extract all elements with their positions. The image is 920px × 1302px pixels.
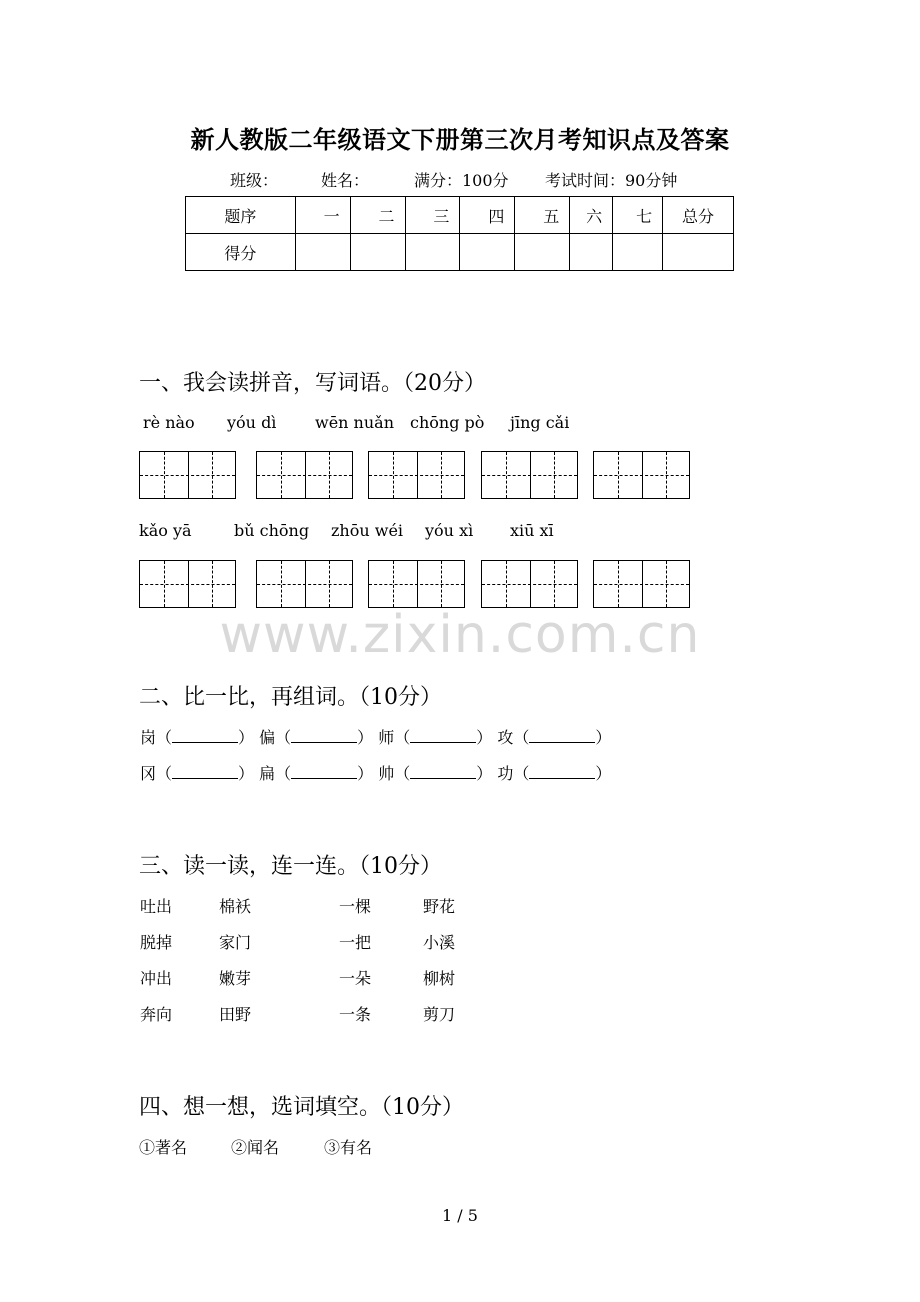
score-table-header-cell: 四 <box>460 197 515 234</box>
pinyin-label: jīng cǎi <box>510 413 570 432</box>
match-item-left[interactable]: 脱掉 <box>140 933 173 952</box>
score-table <box>185 196 734 271</box>
match-item-left[interactable]: 一条 <box>339 1005 372 1024</box>
section3-heading: 三、读一读，连一连。（10分） <box>139 854 442 879</box>
compare-row: 冈（ ） 扁（ ） 帅（ ） 功（ ） <box>140 764 612 783</box>
score-table-header-cell: 总分 <box>663 197 734 234</box>
writing-grid[interactable] <box>368 451 465 499</box>
section4-heading: 四、想一想，选词填空。（10分） <box>139 1095 464 1120</box>
answer-blank[interactable] <box>172 728 238 743</box>
score-input-cell[interactable] <box>515 234 570 271</box>
match-item-left[interactable]: 一把 <box>339 933 372 952</box>
score-table-header-row <box>186 197 734 234</box>
writing-grid[interactable] <box>368 560 465 608</box>
name-label: 姓名： <box>321 171 370 190</box>
compare-char: 扁 <box>259 764 276 783</box>
match-item-left[interactable]: 一棵 <box>339 897 372 916</box>
writing-grid[interactable] <box>256 451 353 499</box>
match-item-right[interactable]: 嫩芽 <box>219 969 252 988</box>
pinyin-label: zhōu wéi <box>331 521 404 540</box>
score-input-cell[interactable] <box>570 234 613 271</box>
score-input-cell[interactable] <box>460 234 515 271</box>
match-item-right[interactable]: 家门 <box>219 933 252 952</box>
section2-heading: 二、比一比，再组词。（10分） <box>139 685 442 710</box>
exam-time-label: 考试时间：90分钟 <box>545 171 678 190</box>
compare-char: 功 <box>497 764 514 783</box>
word-option: ①著名 <box>139 1138 188 1157</box>
answer-blank[interactable] <box>410 728 476 743</box>
match-item-right[interactable]: 棉袄 <box>219 897 252 916</box>
compare-char: 师 <box>378 728 395 747</box>
answer-blank[interactable] <box>410 764 476 779</box>
score-row-label: 得分 <box>186 234 296 271</box>
answer-blank[interactable] <box>529 764 595 779</box>
score-table-header-cell: 七 <box>613 197 663 234</box>
compare-char: 岗 <box>140 728 157 747</box>
compare-char: 冈 <box>140 764 157 783</box>
full-score-label: 满分：100分 <box>414 171 509 190</box>
writing-grid[interactable] <box>593 451 690 499</box>
score-table-header-cell: 三 <box>405 197 460 234</box>
word-option: ②闻名 <box>231 1138 280 1157</box>
class-label: 班级： <box>230 171 279 190</box>
score-table-score-row <box>186 234 734 271</box>
pinyin-label: chōng pò <box>410 413 485 432</box>
writing-grid[interactable] <box>256 560 353 608</box>
score-table-header-cell: 二 <box>350 197 405 234</box>
pinyin-label: wēn nuǎn <box>315 413 395 432</box>
score-input-cell[interactable] <box>613 234 663 271</box>
writing-grid[interactable] <box>593 560 690 608</box>
answer-blank[interactable] <box>529 728 595 743</box>
match-item-left[interactable]: 冲出 <box>140 969 173 988</box>
watermark: www.zixin.com.cn <box>219 605 701 665</box>
score-table-header-cell: 题序 <box>186 197 296 234</box>
score-input-cell[interactable] <box>350 234 405 271</box>
compare-char: 偏 <box>259 728 276 747</box>
answer-blank[interactable] <box>291 764 357 779</box>
writing-grid[interactable] <box>481 451 578 499</box>
compare-char: 攻 <box>497 728 514 747</box>
page-number: 1 / 5 <box>442 1206 478 1225</box>
match-item-right[interactable]: 野花 <box>423 897 456 916</box>
match-item-right[interactable]: 田野 <box>219 1005 252 1024</box>
score-table-header-cell: 六 <box>570 197 613 234</box>
pinyin-label: yóu dì <box>227 413 277 432</box>
match-item-left[interactable]: 一朵 <box>339 969 372 988</box>
pinyin-label: xiū xī <box>510 521 554 540</box>
word-option: ③有名 <box>324 1138 373 1157</box>
pinyin-label: rè nào <box>143 413 195 432</box>
section1-heading: 一、我会读拼音，写词语。（20分） <box>139 371 486 396</box>
writing-grid[interactable] <box>139 560 236 608</box>
compare-row: 岗（ ） 偏（ ） 师（ ） 攻（ ） <box>140 728 612 747</box>
answer-blank[interactable] <box>172 764 238 779</box>
score-table-header-cell: 一 <box>295 197 350 234</box>
match-item-left[interactable]: 吐出 <box>140 897 173 916</box>
page-title: 新人教版二年级语文下册第三次月考知识点及答案 <box>190 125 730 154</box>
match-item-right[interactable]: 小溪 <box>423 933 456 952</box>
match-item-left[interactable]: 奔向 <box>140 1005 173 1024</box>
match-item-right[interactable]: 剪刀 <box>423 1005 456 1024</box>
score-input-cell[interactable] <box>295 234 350 271</box>
pinyin-label: kǎo yā <box>139 521 192 540</box>
compare-char: 帅 <box>378 764 395 783</box>
score-input-cell[interactable] <box>663 234 734 271</box>
pinyin-label: bǔ chōng <box>234 521 310 540</box>
pinyin-label: yóu xì <box>425 521 474 540</box>
match-item-right[interactable]: 柳树 <box>423 969 456 988</box>
score-table-header-cell: 五 <box>515 197 570 234</box>
score-input-cell[interactable] <box>405 234 460 271</box>
writing-grid[interactable] <box>139 451 236 499</box>
answer-blank[interactable] <box>291 728 357 743</box>
writing-grid[interactable] <box>481 560 578 608</box>
